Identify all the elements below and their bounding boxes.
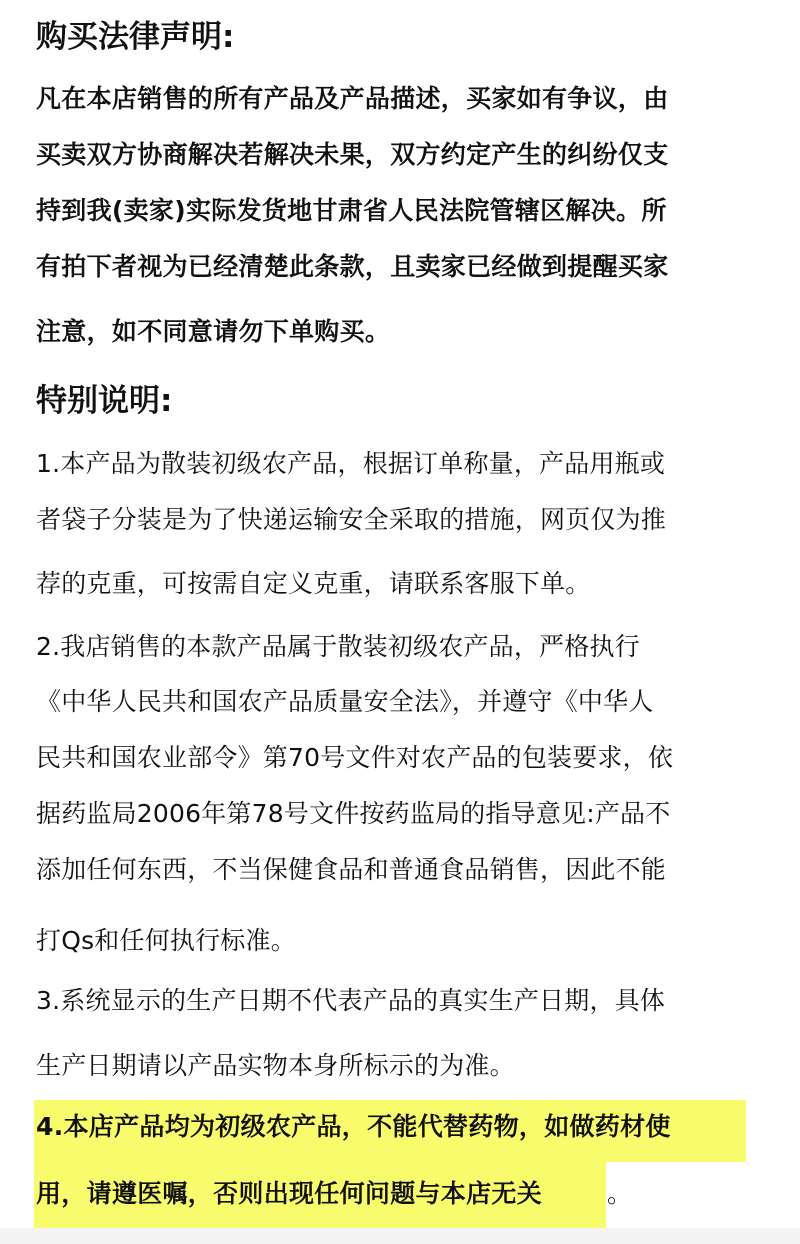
legal-line: 有拍下者视为已经清楚此条款，且卖家已经做到提醒买家 [36,252,669,281]
special-line: 打Qs和任何执行标准。 [36,926,296,955]
special-line: 《中华人民共和国农产品质量安全法》，并遵守《中华人 [36,687,654,716]
special-line: 民共和国农业部令》第70号文件对农产品的包装要求，依 [36,743,674,772]
special-title: 特别说明: [36,383,173,419]
special-line: 3.系统显示的生产日期不代表产品的真实生产日期，具体 [36,986,666,1015]
special-line: 据药监局2006年第78号文件按药监局的指导意见:产品不 [36,799,671,828]
highlight-tail: 。 [607,1179,633,1208]
special-line: 生产日期请以产品实物本身所标示的为准。 [36,1051,515,1080]
special-line: 荐的克重，可按需自定义克重，请联系客服下单。 [36,569,591,598]
highlight-line: 用，请遵医嘱，否则出现任何问题与本店无关 [36,1179,543,1208]
special-line: 者袋子分装是为了快递运输安全采取的措施，网页仅为推 [36,505,667,534]
highlight-line: 4.本店产品均为初级农产品，不能代替药物，如做药材使 [36,1112,671,1141]
special-line: 2.我店销售的本款产品属于散装初级农产品，严格执行 [36,632,640,661]
special-line: 1.本产品为散装初级农产品，根据订单称量，产品用瓶或 [36,449,666,478]
legal-line: 凡在本店销售的所有产品及产品描述，买家如有争议，由 [36,84,669,113]
legal-line: 买卖双方协商解决若解决未果，双方约定产生的纠纷仅支 [36,140,669,169]
special-line: 添加任何东西，不当保健食品和普通食品销售，因此不能 [36,855,667,884]
legal-line: 注意，如不同意请勿下单购买。 [36,317,391,346]
legal-title: 购买法律声明: [36,19,235,55]
legal-line: 持到我(卖家)实际发货地甘肃省人民法院管辖区解决。所 [36,196,667,225]
